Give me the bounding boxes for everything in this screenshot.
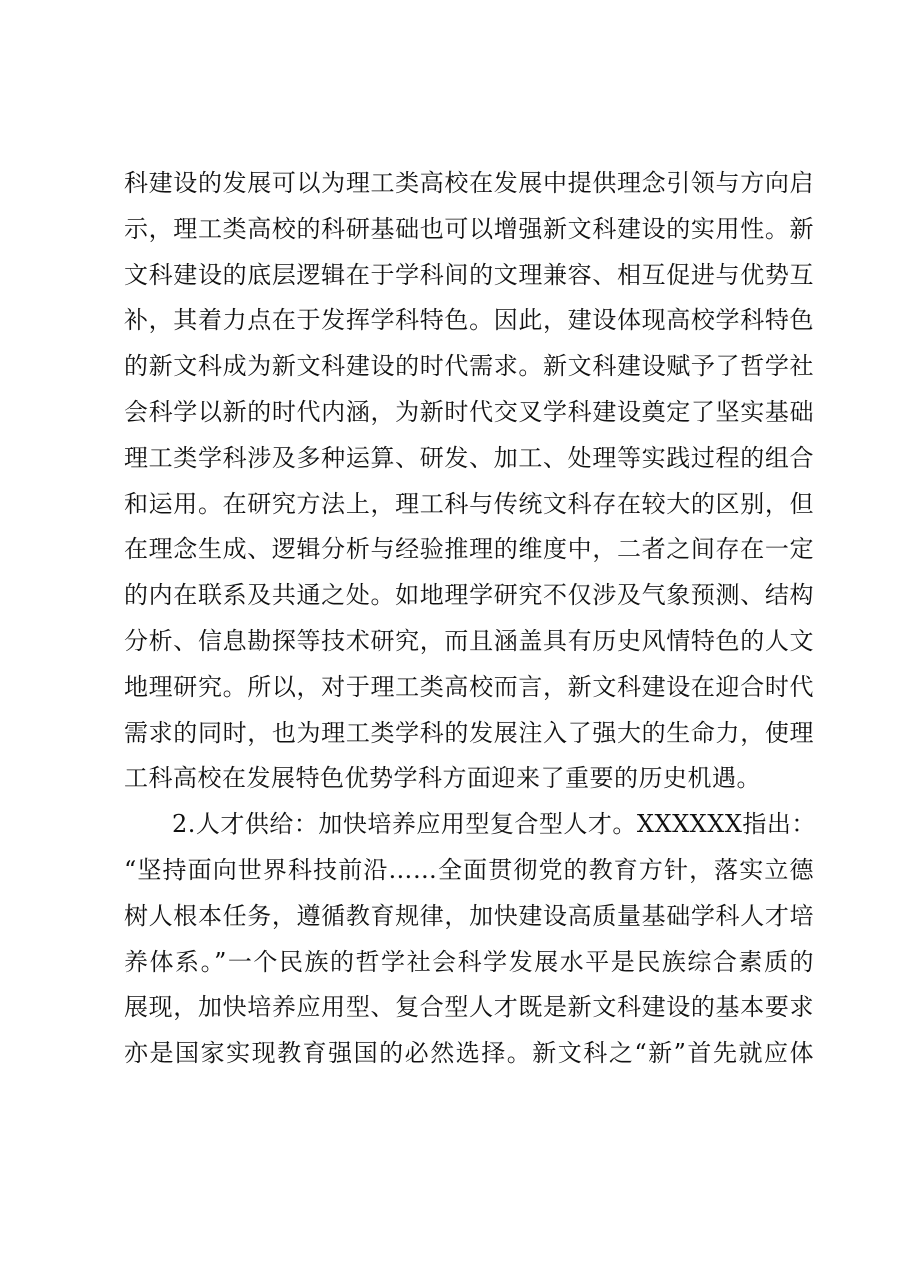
text-line: “坚持面向世界科技前沿……全面贯彻党的教育方针，落实立德 xyxy=(124,855,814,884)
text-line: 养体系。”一个民族的哲学社会科学发展水平是民族综合素质的 xyxy=(124,947,814,976)
text-line: 需求的同时，也为理工类学科的发展注入了强大的生命力，使理 xyxy=(124,718,814,747)
text-line: 亦是国家实现教育强国的必然选择。新文科之“新”首先就应体 xyxy=(124,1039,814,1068)
text-line: 科建设的发展可以为理工类高校在发展中提供理念引领与方向启 xyxy=(124,169,814,197)
text-line: 文科建设的底层逻辑在于学科间的文理兼容、相互促进与优势互 xyxy=(124,260,814,289)
text-line: 理工类学科涉及多种运算、研发、加工、处理等实践过程的组合 xyxy=(124,443,814,472)
text-line: 示，理工类高校的科研基础也可以增强新文科建设的实用性。新 xyxy=(124,214,814,243)
text-line: 展现，加快培养应用型、复合型人才既是新文科建设的基本要求 xyxy=(124,993,814,1022)
text-line: 会科学以新的时代内涵，为新时代交叉学科建设奠定了坚实基础 xyxy=(124,397,814,426)
section-heading: 2.人才供给：加快培养应用型复合型人才。XXXXXX指出： xyxy=(172,810,816,839)
text-line: 的内在联系及共通之处。如地理学研究不仅涉及气象预测、结构 xyxy=(124,581,814,610)
text-line: 的新文科成为新文科建设的时代需求。新文科建设赋予了哲学社 xyxy=(124,352,814,381)
text-line: 和运用。在研究方法上，理工科与传统文科存在较大的区别，但 xyxy=(124,489,814,518)
text-line: 在理念生成、逻辑分析与经验推理的维度中，二者之间存在一定 xyxy=(124,535,814,564)
text-line: 分析、信息勘探等技术研究，而且涵盖具有历史风情特色的人文 xyxy=(124,626,814,655)
text-line: 工科高校在发展特色优势学科方面迎来了重要的历史机遇。 xyxy=(124,764,761,793)
text-line: 地理研究。所以，对于理工类高校而言，新文科建设在迎合时代 xyxy=(124,672,814,701)
body-text xyxy=(124,161,814,1077)
text-line: 补，其着力点在于发挥学科特色。因此，建设体现高校学科特色 xyxy=(124,306,814,335)
text-line: 树人根本任务，遵循教育规律，加快建设高质量基础学科人才培 xyxy=(124,901,814,930)
